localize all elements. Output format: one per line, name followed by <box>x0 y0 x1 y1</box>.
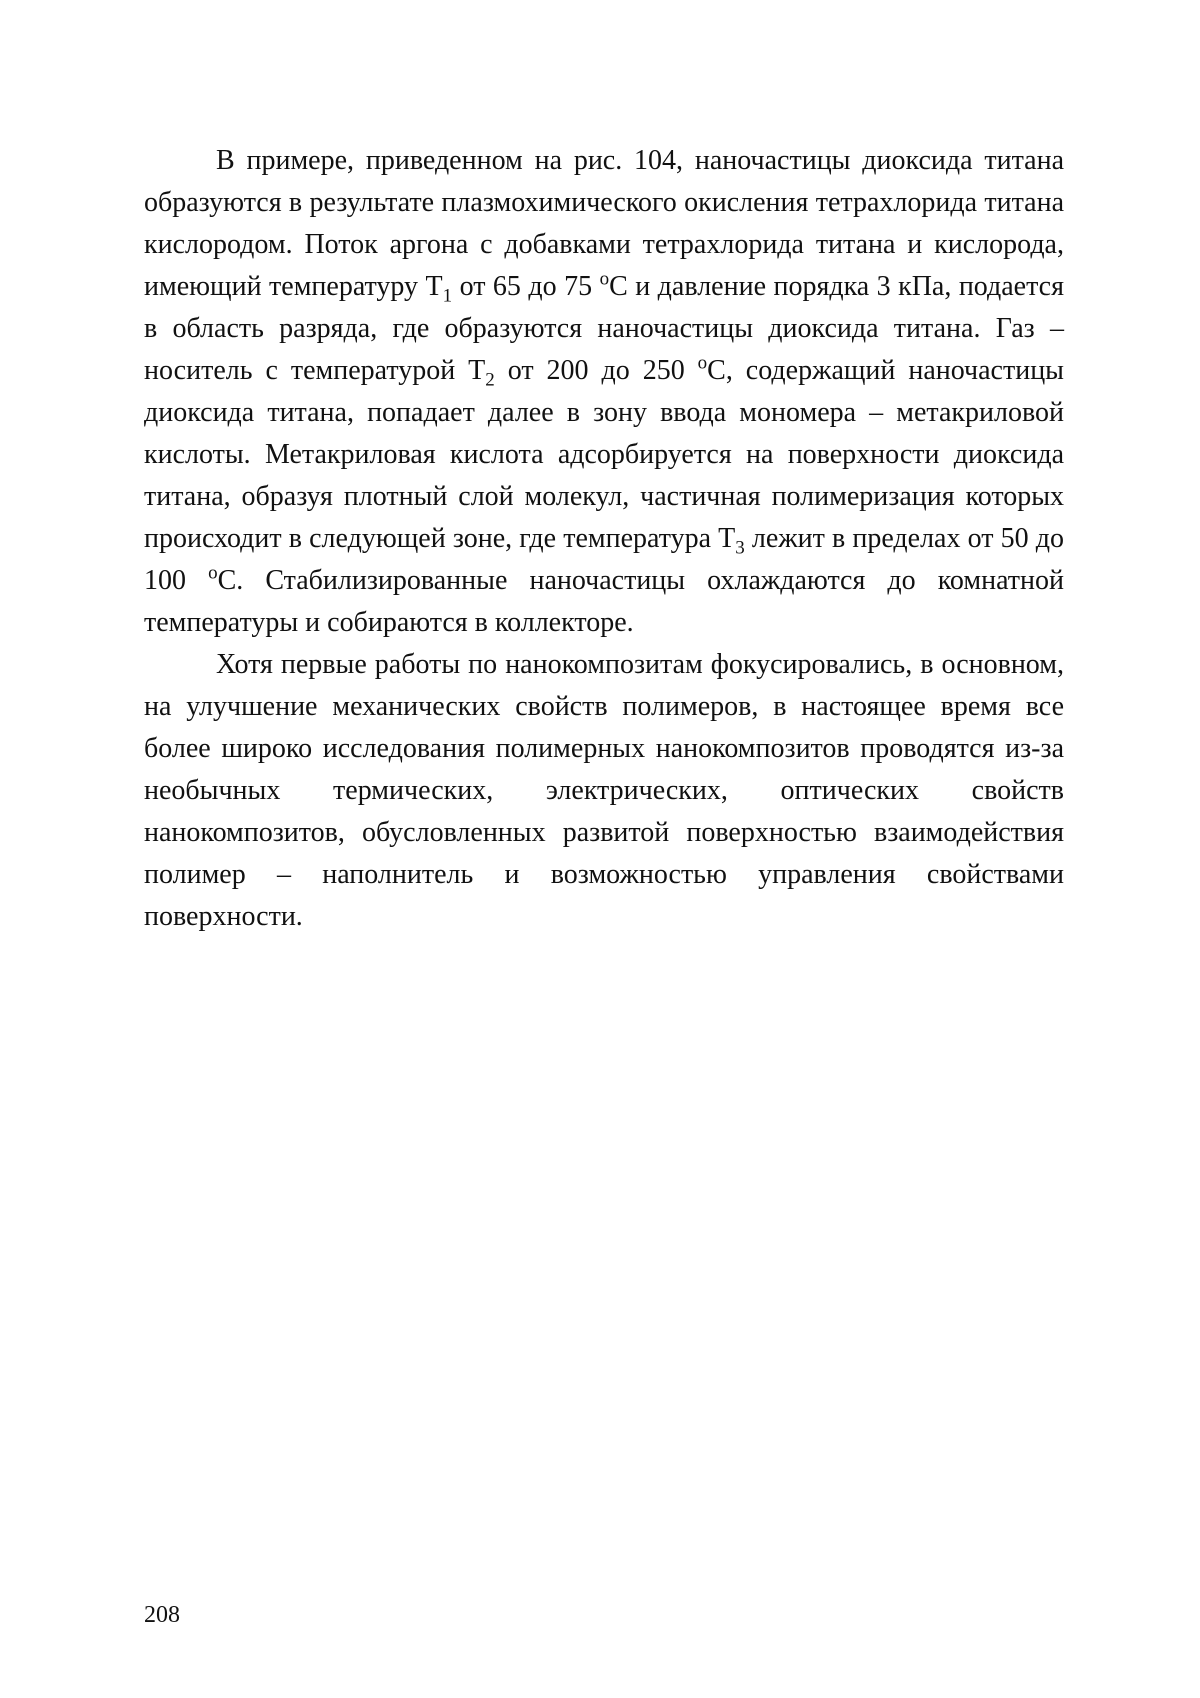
subscript-3: 3 <box>735 537 745 559</box>
text-run: от 65 до 75 <box>452 271 600 302</box>
degree-mark: о <box>697 352 708 374</box>
text-run: В примере, приведенном на рис. 104, наночастицы диоксида титана образуются в результате плазмохимического окисления тетрахлорида титана кислородом. Поток аргона с добавками тетрахлорида титана и кислорода, имеющий температуру Т <box>144 145 1064 302</box>
text-run: С и давление порядка 3 кПа, подается в область разряда, где образуются наночастицы диоксида титана. Газ – носитель с температурой Т <box>144 271 1064 386</box>
paragraph-1 <box>144 140 1064 644</box>
text-run: С. Стабилизированные наночастицы охлаждаются до комнатной температуры и собираются в коллекторе. <box>144 565 1065 638</box>
text-run: от 200 до 250 <box>494 355 698 386</box>
body-text <box>144 140 1064 938</box>
degree-mark: о <box>599 268 610 290</box>
page-number: 208 <box>144 1602 180 1628</box>
subscript-2: 2 <box>485 369 495 391</box>
subscript-1: 1 <box>442 285 453 307</box>
text-run: лежит в пределах от 50 до 100 <box>144 523 1065 596</box>
paragraph-2: Хотя первые работы по нанокомпозитам фокусировались, в основном, на улучшение механических свойств полимеров, в настоящее время все более широко исследования полимерных нанокомпозитов проводятся из-за необычных термических, электрических, оптических свойств нанокомпозитов, обусловленных развитой поверхностью взаимодействия полимер – наполнитель и возможностью управления свойствами поверхности. <box>144 649 1064 932</box>
text-run: С, содержащий наночастицы диоксида титана, попадает далее в зону ввода мономера – метакриловой кислоты. Метакриловая кислота адсорбируется на поверхности диоксида титана, образуя плотный слой молекул, частичная полимеризация которых происходит в следующей зоне, где температура Т <box>144 355 1064 554</box>
degree-mark: о <box>208 562 218 584</box>
